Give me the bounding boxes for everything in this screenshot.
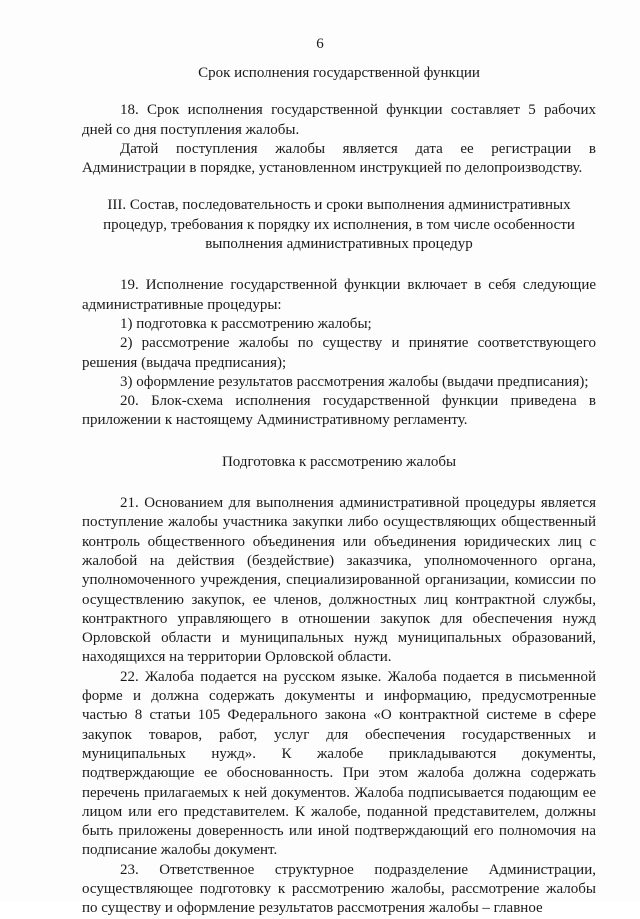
paragraph-21: 21. Основанием для выполнения административной процедуры является поступление жалобы участника закупки либо осуществляющих общественный контроль общественного объединения или объединения юридических лиц с жалобой на действия (бездействие) заказчика, уполномоченного органа, уполномоченного учреждения, специализированной организации, комиссии по осуществлению закупок, ее членов, должностных лиц контрактной службы, контрактного управляющего в отношении закупок для обеспечения нужд Орловской области и муниципальных нужд муниципальных образований, находящихся на территории Орловской области.	[82, 495, 596, 666]
paragraph-18-registration: Датой поступления жалобы является дата ее регистрации в Администрации в порядке, установленном инструкцией по делопроизводству.	[82, 140, 596, 177]
document-body	[82, 64, 596, 919]
paragraph-23: 23. Ответственное структурное подразделение Администрации, осуществляющее подготовку к рассмотрению жалобы, рассмотрение жалобы по существу и оформление результатов рассмотрения жалобы – главное	[82, 861, 596, 917]
list-item-2: 2) рассмотрение жалобы по существу и принятие соответствующего решения (выдача предписания);	[82, 335, 596, 371]
paragraph-20: 20. Блок-схема исполнения государственной функции приведена в приложении к настоящему Административному регламенту.	[82, 393, 596, 429]
section-title-term: Срок исполнения государственной функции	[198, 65, 480, 81]
paragraph-22: 22. Жалоба подается на русском языке. Жалоба подается в письменной форме и должна содержать документы и информацию, предусмотренные частью 8 статьи 105 Федерального закона «О контрактной системе в сфере закупок товаров, работ, услуг для обеспечения государственных и муниципальных нужд». К жалобе прикладываются документы, подтверждающие ее обоснованность. При этом жалоба должна содержать перечень прилагаемых к ней документов. Жалоба подписывается подающим ее лицом или его представителем. К жалобе, поданной представителем, должны быть приложены доверенность или иной подтверждающий его полномочия на подписание жалобы документ.	[82, 668, 596, 859]
paragraph-18: 18. Срок исполнения государственной функции составляет 5 рабочих дней со дня поступления жалобы.	[82, 102, 596, 138]
page-number: 6	[316, 36, 324, 52]
list-item-3: 3) оформление результатов рассмотрения жалобы (выдачи предписания);	[120, 373, 589, 390]
section-title-prep: Подготовка к рассмотрению жалобы	[221, 453, 457, 470]
list-item-1: 1) подготовка к рассмотрению жалобы;	[120, 315, 372, 332]
section-title-iii: III. Состав, последовательность и сроки выполнения административных процедур, требования к порядку их исполнения, в том числе особенности выполнения административных процедур	[103, 197, 575, 253]
paragraph-19: 19. Исполнение государственной функции включает в себя следующие административные процедуры:	[82, 277, 596, 313]
